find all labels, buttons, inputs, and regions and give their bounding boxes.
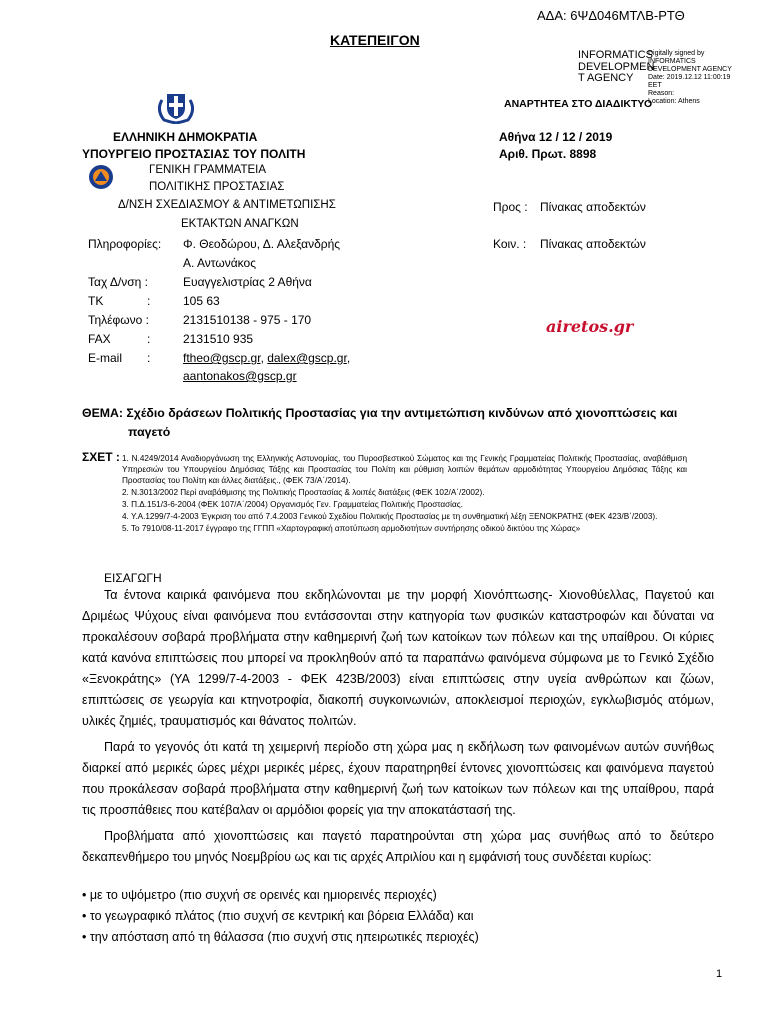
- references-label: ΣΧΕΤ :: [82, 450, 120, 464]
- fax-colon: :: [147, 332, 151, 346]
- email-link-ftheo[interactable]: ftheo@gscp.gr: [183, 351, 261, 365]
- info-value-1: Φ. Θεοδώρου, Δ. Αλεξανδρής: [183, 237, 341, 251]
- fax-label: FAX: [88, 332, 111, 346]
- intro-paragraph-3: Προβλήματα από χιονοπτώσεις και παγετό παρατηρούνται στη χώρα μας συνήθως από το δεύτερο δεκαπενθήμερο του μηνός Νοεμβρίου ως και τις αρχές Απριλίου και η εμφάνισή τους συνδέεται κυρίως:: [82, 829, 714, 864]
- to-value: Πίνακας αποδεκτών: [540, 200, 646, 214]
- civil-protection-logo-icon: [88, 164, 114, 190]
- ministry-title: ΥΠΟΥΡΓΕΙΟ ΠΡΟΣΤΑΣΙΑΣ ΤΟΥ ΠΟΛΙΤΗ: [82, 147, 306, 161]
- bullet-item: • με το υψόμετρο (πιο συχνή σε ορεινές και ημιορεινές περιοχές): [82, 888, 437, 902]
- cc-value: Πίνακας αποδεκτών: [540, 237, 646, 251]
- tk-label: ΤΚ: [88, 294, 104, 308]
- bullet-item: • την απόσταση από τη θάλασσα (πιο συχνή στις ηπειρωτικές περιοχές): [82, 930, 479, 944]
- reference-item: 5. Το 7910/08-11-2017 έγγραφο της ΓΓΠΠ «Χαρτογραφική αποτύπωση αρμοδιοτήτων συντήρησης οδικού δικτύου της Χώρας»: [122, 524, 581, 533]
- email-link-dalex[interactable]: dalex@gscp.gr: [267, 351, 347, 365]
- subject-line-1: ΘΕΜΑ: Σχέδιο δράσεων Πολιτικής Προστασίας για την αντιμετώπιση κινδύνων από χιονοπτώσεις και: [82, 406, 678, 420]
- intro-paragraph-2: Παρά το γεγονός ότι κατά τη χειμερινή περίοδο στη χώρα μας η εκδήλωση των φαινομένων αυτών συνήθως διαρκεί από μερικές ώρες μέχρι μερικές μέρες, έχουν παρατηρηθεί έντονες χιονοπτώσεις και φαινόμενα παγετού που προκάλεσαν σοβαρά προβλήματα στην καθημερινή ζωή των κατοίκων των πόλεων και της υπαίθρου, παρά τις προσπάθειες που κατέβαλαν οι αρμόδιοι φορείς για την αποκατάστασή της.: [82, 740, 714, 817]
- airetos-watermark: airetos.gr: [546, 317, 634, 336]
- address-label: Ταχ Δ/νση :: [88, 275, 149, 289]
- document-date: Αθήνα 12 / 12 / 2019: [499, 130, 613, 144]
- page-number: 1: [716, 968, 723, 980]
- digital-signature-details: Digitally signed by INFORMATICS DEVELOPMENT AGENCY Date: 2019.12.12 11:00:19 EET Reason: Location: Athens: [648, 50, 732, 105]
- info-value-2: Α. Αντωνάκος: [183, 256, 256, 270]
- bullet-item: • το γεωγραφικό πλάτος (πιο συχνή σε κεντρική και βόρεια Ελλάδα) και: [82, 909, 474, 923]
- to-label: Προς :: [493, 200, 528, 214]
- phone-value: 2131510138 - 975 - 170: [183, 313, 312, 327]
- reference-item: 4. Υ.Α.1299/7-4-2003 Έγκριση του από 7.4.2003 Γενικού Σχεδίου Πολιτικής Προστασίας με τη συνθηματική λέξη ΞΕΝΟΚΡΑΤΗΣ (ΦΕΚ 423/Β΄/2003).: [122, 512, 658, 521]
- subject-line-2: παγετό: [128, 425, 171, 439]
- email-colon: :: [147, 351, 151, 365]
- phone-label: Τηλέφωνο :: [88, 313, 149, 327]
- tk-value: 105 63: [183, 294, 220, 308]
- fax-value: 2131510 935: [183, 332, 254, 346]
- address-value: Ευαγγελιστρίας 2 Αθήνα: [183, 275, 312, 289]
- intro-paragraph-1: Τα έντονα καιρικά φαινόμενα που εκδηλώνονται με την μορφή Χιονόπτωσης- Χιονοθύελλας, Παγετού και Δριμέως Ψύχους είναι φαινόμενα που εντάσσονται στην κατηγορία των φυσικών καταστροφών και δύναται να προκαλέσουν σοβαρά προβλήματα στην καθημερινή ζωή των κατοίκων των πόλεων και της υπαίθρου. Οι κύριες κατά κανόνα επιπτώσεις που μπορεί να προκληθούν από τα παραπάνω φαινόμενα σύμφωνα με το Γενικό Σχέδιο «Ξενοκράτης» (ΥΑ 1299/7-4-2003 - ΦΕΚ 423Β/2003) είναι επιπτώσεις στην υγεία ανθρώπων και ζώων, επιπτώσεις σε γεωργία και κτηνοτροφία, διακοπή συγκοινωνιών, αποκλεισμοί περιοχών, εγκλωβισμός ατόμων, υλικές ζημιές, τραυματισμός και θάνατος πολιτών.: [82, 588, 714, 728]
- reference-item: 2. Ν.3013/2002 Περί αναβάθμισης της Πολιτικής Προστασίας & λοιπές διατάξεις (ΦΕΚ 102/Α΄/2002).: [122, 488, 485, 497]
- protocol-number: Αριθ. Πρωτ. 8898: [499, 147, 597, 161]
- directorate-line-2: ΕΚΤΑΚΤΩΝ ΑΝΑΓΚΩΝ: [181, 218, 299, 230]
- greek-emblem-icon: [156, 90, 196, 124]
- cc-label: Κοιν. :: [493, 237, 527, 251]
- email-list: ftheo@gscp.gr, dalex@gscp.gr,: [183, 351, 351, 365]
- ada-code: ΑΔΑ: 6ΨΔ046ΜΤΛΒ-ΡΤΘ: [537, 8, 685, 23]
- email-list-2: [183, 369, 297, 383]
- intro-heading: ΕΙΣΑΓΩΓΗ: [104, 571, 162, 585]
- post-online-label: ΑΝΑΡΤΗΤΕΑ ΣΤΟ ΔΙΑΔΙΚΤΥΟ: [504, 98, 653, 110]
- info-label: Πληροφορίες:: [88, 237, 162, 251]
- directorate-line-1: Δ/ΝΣΗ ΣΧΕΔΙΑΣΜΟΥ & ΑΝΤΙΜΕΤΩΠΙΣΗΣ: [118, 199, 336, 211]
- references-list: [122, 453, 687, 534]
- reference-item: 3. Π.Δ.151/3-6-2004 (ΦΕΚ 107/Α΄/2004) Οργανισμός Γεν. Γραμματείας Πολιτικής Προστασίας.: [122, 500, 463, 509]
- email-link-aantonakos[interactable]: aantonakos@gscp.gr: [183, 369, 297, 383]
- republic-title: ΕΛΛΗΝΙΚΗ ΔΗΜΟΚΡΑΤΙΑ: [113, 130, 258, 144]
- reference-item: 1. Ν.4249/2014 Αναδιοργάνωση της Ελληνικής Αστυνομίας, του Πυροσβεστικού Σώματος και της Γενικής Γραμματείας Πολιτικής Προστασίας, αναβάθμιση Υπηρεσιών του Υπουργείου Δημόσιας Τάξης και Προστασίας του Πολίτη και ρύθμιση λοιπών θεμάτων αρμοδιότητας Υπουργείου Δημόσιας Τάξης και Προστασίας του Πολίτη και άλλες διατάξεις., (ΦΕΚ 73/Α΄/2014).: [122, 454, 687, 485]
- tk-colon: :: [147, 294, 151, 308]
- email-label: E-mail: [88, 351, 123, 365]
- secretariat-line-1: ΓΕΝΙΚΗ ΓΡΑΜΜΑΤΕΙΑ: [149, 164, 267, 176]
- signer-name: INFORMATICS DEVELOPMEN T AGENCY: [578, 49, 655, 84]
- secretariat-line-2: ΠΟΛΙΤΙΚΗΣ ΠΡΟΣΤΑΣΙΑΣ: [149, 181, 285, 193]
- urgent-label: ΚΑΤΕΠΕΙΓΟΝ: [330, 32, 420, 48]
